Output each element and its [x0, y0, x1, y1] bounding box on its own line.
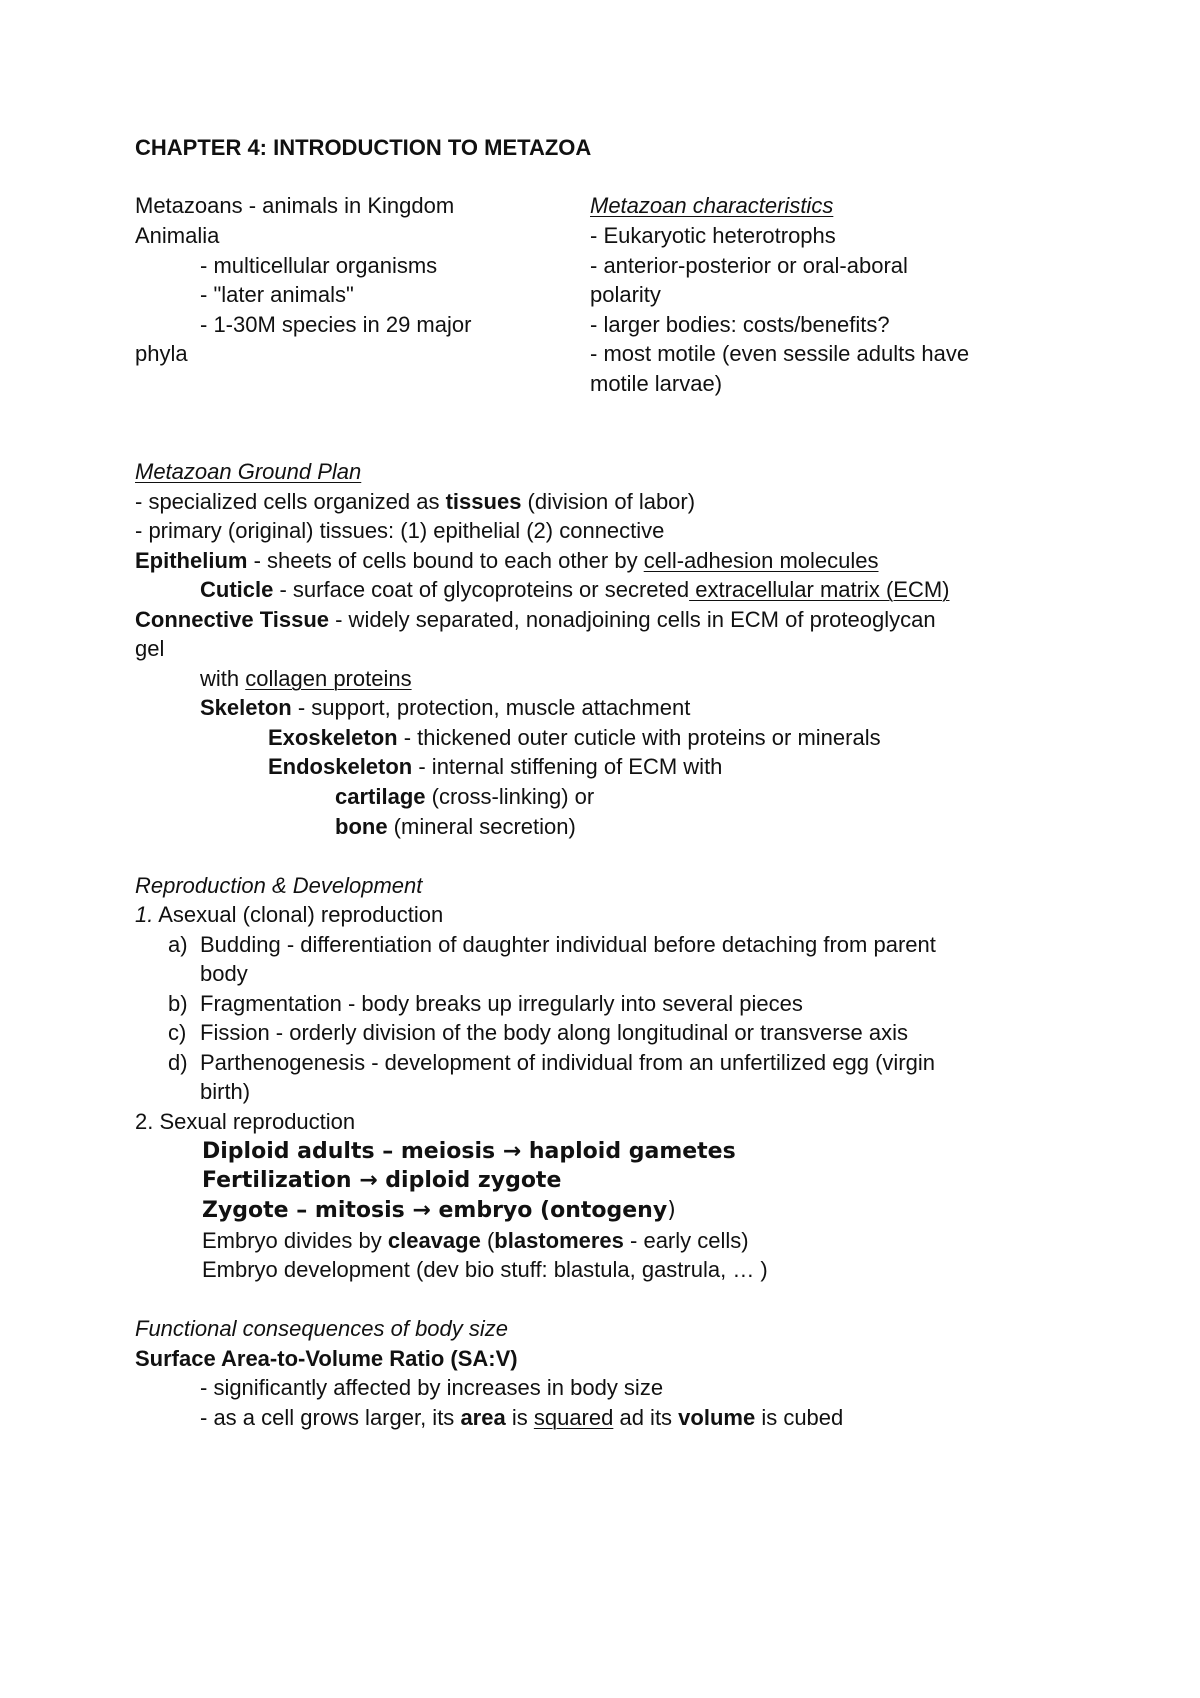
ground-plan-line: - primary (original) tissues: (1) epithelial (2) connective: [135, 518, 665, 543]
cartilage-line: cartilage (cross-linking) or: [335, 784, 595, 809]
cuticle-definition: Cuticle - surface coat of glycoproteins or secreted extracellular matrix (ECM): [200, 577, 950, 602]
metazoan-definition: Metazoans - animals in Kingdom: [135, 193, 455, 218]
reproduction-heading: Reproduction & Development: [135, 873, 423, 898]
endoskeleton-definition: Endoskeleton - internal stiffening of ECM with: [268, 754, 723, 779]
epithelium-definition: Epithelium - sheets of cells bound to each other by cell-adhesion molecules: [135, 548, 879, 573]
list-item-label: b): [168, 991, 188, 1016]
body-size-line: - significantly affected by increases in body size: [200, 1375, 664, 1400]
parthenogenesis-item-cont: birth): [200, 1079, 251, 1104]
characteristic-line: motile larvae): [590, 371, 723, 396]
connective-tissue-tail: gel: [135, 636, 165, 661]
connective-tissue-definition: Connective Tissue - widely separated, nonadjoining cells in ECM of proteoglycan: [135, 607, 936, 632]
fertilization-line: Fertilization → diploid zygote: [202, 1168, 562, 1193]
collagen-line: with collagen proteins: [200, 666, 412, 691]
diploid-line: Diploid adults – meiosis → haploid gametes: [202, 1139, 736, 1164]
ground-plan-line: - specialized cells organized as tissues (division of labor): [135, 489, 696, 514]
asexual-heading: 1. Asexual (clonal) reproduction: [135, 902, 444, 927]
sexual-heading: 2. Sexual reproduction: [135, 1109, 356, 1134]
chapter-title: CHAPTER 4: INTRODUCTION TO METAZOA: [135, 135, 592, 160]
cleavage-line: Embryo divides by cleavage (blastomeres - early cells): [202, 1228, 749, 1253]
embryo-development-line: Embryo development (dev bio stuff: blastula, gastrula, … ): [202, 1257, 768, 1282]
bone-line: bone (mineral secretion): [335, 814, 576, 839]
metazoan-definition-cont: Animalia: [135, 223, 220, 248]
skeleton-definition: Skeleton - support, protection, muscle attachment: [200, 695, 691, 720]
fragmentation-item: Fragmentation - body breaks up irregularly into several pieces: [200, 991, 803, 1016]
characteristic-line: - anterior-posterior or oral-aboral: [590, 253, 908, 278]
characteristic-line: - most motile (even sessile adults have: [590, 341, 970, 366]
fission-item: Fission - orderly division of the body along longitudinal or transverse axis: [200, 1020, 909, 1045]
parthenogenesis-item: Parthenogenesis - development of individual from an unfertilized egg (virgin: [200, 1050, 935, 1075]
definition-tail: phyla: [135, 341, 188, 366]
list-item-label: c): [168, 1020, 187, 1045]
definition-bullet: - "later animals": [200, 282, 354, 307]
definition-bullet: - 1-30M species in 29 major: [200, 312, 472, 337]
exoskeleton-definition: Exoskeleton - thickened outer cuticle with proteins or minerals: [268, 725, 881, 750]
body-size-heading: Functional consequences of body size: [135, 1316, 509, 1341]
list-item-label: d): [168, 1050, 188, 1075]
characteristic-line: - Eukaryotic heterotrophs: [590, 223, 836, 248]
sa-v-heading: Surface Area-to-Volume Ratio (SA:V): [135, 1346, 518, 1371]
definition-bullet: - multicellular organisms: [200, 253, 438, 278]
characteristics-heading: Metazoan characteristics: [590, 193, 834, 218]
characteristic-line: - larger bodies: costs/benefits?: [590, 312, 890, 337]
area-volume-line: - as a cell grows larger, its area is squared ad its volume is cubed: [200, 1405, 844, 1430]
characteristic-line: polarity: [590, 282, 661, 307]
list-item-label: a): [168, 932, 188, 957]
ground-plan-heading: Metazoan Ground Plan: [135, 459, 362, 484]
budding-item-cont: body: [200, 961, 248, 986]
zygote-line: Zygote – mitosis → embryo (ontogeny): [202, 1198, 676, 1223]
budding-item: Budding - differentiation of daughter individual before detaching from parent: [200, 932, 936, 957]
